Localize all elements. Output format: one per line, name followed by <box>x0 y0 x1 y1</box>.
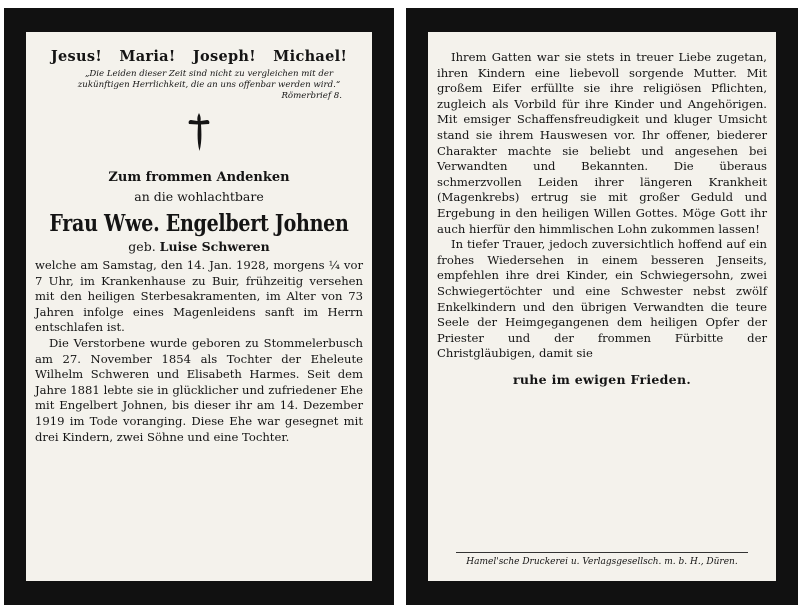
left-card-content <box>32 36 366 577</box>
deceased-name: Frau Wwe. Engelbert Johnen <box>49 210 349 237</box>
birthname: Luise Schweren <box>159 239 270 254</box>
invocation-joseph: Joseph! <box>192 48 256 65</box>
right-card <box>406 8 798 605</box>
closing-line: ruhe im ewigen Frieden. <box>513 371 691 387</box>
epigraph-quote: „Die Leiden dieser Zeit sind nicht zu vergleichen mit der zukünftigen Herrlichkeit, die an uns offenbar werden wird.“ <box>77 69 341 90</box>
latin-cross-icon <box>187 112 211 152</box>
birthname-prefix: geb. <box>128 239 156 254</box>
character-paragraph: Ihrem Gatten war sie stets in treuer Liebe zugetan, ihren Kindern eine liebevoll sorgende Mutter. Mit großem Eifer erfüllte sie ihre religiösen Pflichten, zugleich als Vorbild für ihre Kinder und Angehörigen. Mit emsiger Schaffensfreudigkeit und kluger Umsicht stand sie ihrem Hauswesen vor. Ihr offener, biederer Charakter machte sie beliebt und angesehen bei Verwandten und Bekannten. Die überaus schmerzvollen Leiden ihrer längeren Krankheit (Magenkrebs) ertrug sie mit großer Geduld und Ergebung in den heiligen Willen Gottes. Möge Gott ihr auch hierfür den himmlischen Lohn zukommen lassen! <box>437 50 767 236</box>
epigraph-source: Römerbrief 8. <box>281 91 342 101</box>
cross-container <box>32 112 366 156</box>
right-card-paper <box>428 32 776 581</box>
birthname-line <box>32 239 366 254</box>
dedication-line: an die wohlachtbare <box>134 189 264 204</box>
mourners-paragraph: In tiefer Trauer, jedoch zuversichtlich hoffend auf ein frohes Wiedersehen in einem besseren Jenseits, empfehlen ihre drei Kinder, ein Schwiegersohn, zwei Schwiegertöchter und eine Schwester nebst zwölf Enkelkindern und den übrigen Verwandten die teure Seele der Heimgegangenen dem heiligen Opfer der Priester und der frommen Fürbitte der Christgläubigen, damit sie <box>437 237 767 361</box>
invocation-line <box>32 48 366 65</box>
invocation-michael: Michael! <box>273 48 348 65</box>
right-card-content <box>434 50 770 577</box>
left-card-paper <box>26 32 372 581</box>
left-card <box>4 8 394 605</box>
memorial-heading: Zum frommen Andenken <box>108 170 290 185</box>
death-notice-paragraph: welche am Samstag, den 14. Jan. 1928, morgens ¼ vor 7 Uhr, im Krankenhause zu Buir, frühzeitig versehen mit den heiligen Sterbesakramenten, im Alter von 73 Jahren infolge eines Magenleidens sanft im Herrn entschlafen ist. <box>35 258 363 335</box>
biography-paragraph: Die Verstorbene wurde geboren zu Stommelerbusch am 27. November 1854 als Tochter der Eheleute Wilhelm Schweren und Elisabeth Harmes. Seit dem Jahre 1881 lebte sie in glücklicher und zufriedener Ehe mit Engelbert Johnen, bis dieser ihr am 14. Dezember 1919 im Tode voranging. Diese Ehe war gesegnet mit drei Kindern, zwei Söhne und eine Tochter. <box>35 335 363 444</box>
invocation-jesus: Jesus! <box>50 48 102 65</box>
invocation-maria: Maria! <box>119 48 176 65</box>
printer-imprint: Hamel'sche Druckerei u. Verlagsgesellsch. m. b. H., Düren. <box>466 557 738 567</box>
printer-divider <box>456 552 748 553</box>
